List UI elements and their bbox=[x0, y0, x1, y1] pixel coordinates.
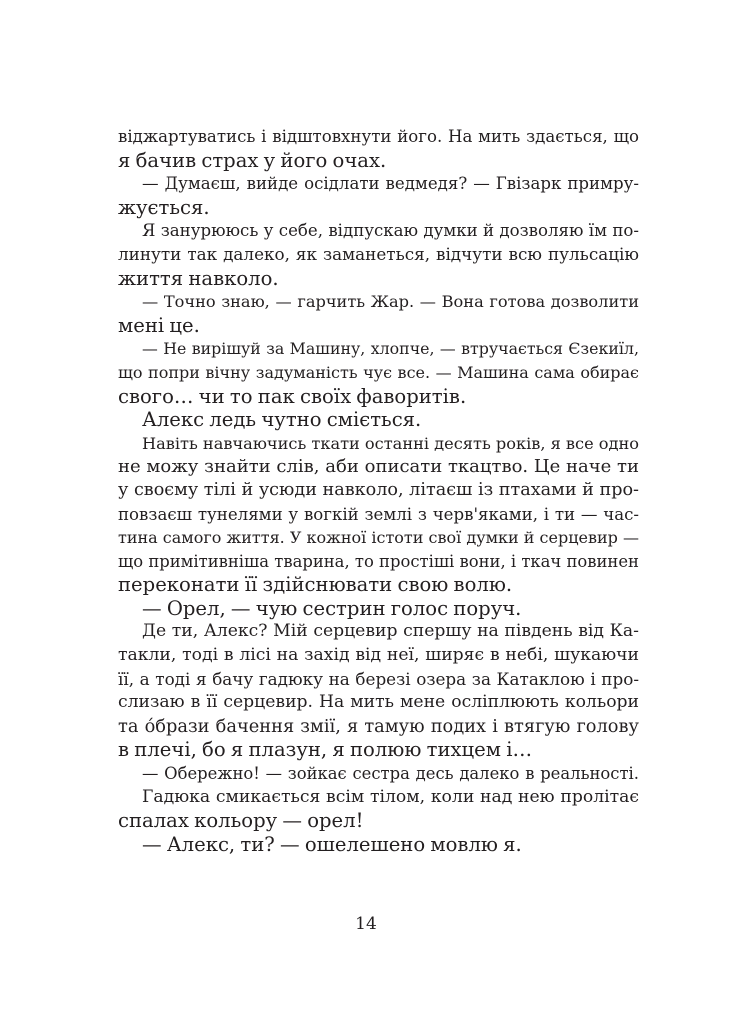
text-line: — Точно знаю, — гарчить Жар. — Вона готова дозволити bbox=[142, 292, 639, 312]
text-line: свого… чи то пак своїх фаворитів. bbox=[118, 384, 467, 408]
text-line: Гадюка смикається всім тілом, коли над нею пролітає bbox=[142, 786, 639, 807]
text-line: — Алекс, ти? — ошелешено мовлю я. bbox=[142, 832, 522, 856]
text-line: її, а тоді я бачу гадюку на березі озера за Катаклою і про- bbox=[118, 668, 639, 689]
text-line: що попри вічну задуманість чує все. — Машина сама обирає bbox=[118, 362, 639, 382]
text-line: в плечі, бо я плазун, я полюю тихцем і… bbox=[118, 738, 533, 762]
text-line: що примітивніша тварина, то простіші вони, і ткач повинен bbox=[118, 551, 639, 571]
text-line: — Обережно! — зойкає сестра десь далеко в реальності. bbox=[142, 764, 639, 784]
page-number: 14 bbox=[355, 914, 377, 934]
text-line: линути так далеко, як заманеться, відчути всю пульсацію bbox=[118, 243, 639, 264]
text-line: я бачив страх у його очах. bbox=[118, 148, 387, 172]
text-line: — Не вирішуй за Машину, хлопче, — втручається Єзекиїл, bbox=[142, 339, 639, 359]
text-line: тина самого життя. У кожної істоти свої думки й серцевир — bbox=[118, 528, 639, 548]
text-line: Я занурююсь у себе, відпускаю думки й дозволяю їм по- bbox=[142, 221, 639, 241]
text-line: Алекс ледь чутно сміється. bbox=[142, 408, 422, 432]
body-text bbox=[118, 125, 639, 856]
text-line: Де ти, Алекс? Мій серцевир спершу на південь від Ка- bbox=[142, 621, 639, 642]
text-line: не можу знайти слів, аби описати ткацтво. Це наче ти bbox=[118, 456, 639, 478]
text-line: слизаю в її серцевир. На мить мене осліплюють кольори bbox=[118, 692, 639, 713]
text-line: жується. bbox=[118, 195, 210, 219]
text-line: — Орел, — чую сестрин голос поруч. bbox=[142, 596, 522, 620]
text-line: та о́брази бачення змії, я тамую подих і втягую голову bbox=[118, 715, 639, 737]
text-line: — Думаєш, вийде осідлати ведмедя? — Гвізарк примру- bbox=[142, 174, 639, 194]
text-line: у своєму тілі й усюди навколо, літаєш із птахами й про- bbox=[118, 479, 639, 500]
text-line: переконати її здійснювати свою волю. bbox=[118, 573, 513, 597]
text-line: віджартуватись і відштовхнути його. На мить здається, що bbox=[118, 127, 639, 146]
text-line: мені це. bbox=[118, 313, 200, 337]
text-line: життя навколо. bbox=[118, 266, 279, 290]
text-line: повзаєш тунелями у вогкій землі з черв'яками, і ти — час- bbox=[118, 504, 639, 524]
text-line: Навіть навчаючись ткати останні десять років, я все одно bbox=[142, 433, 639, 453]
text-line: такли, тоді в лісі на захід від неї, ширяє в небі, шукаючи bbox=[118, 645, 639, 666]
text-line: спалах кольору — орел! bbox=[118, 809, 364, 833]
